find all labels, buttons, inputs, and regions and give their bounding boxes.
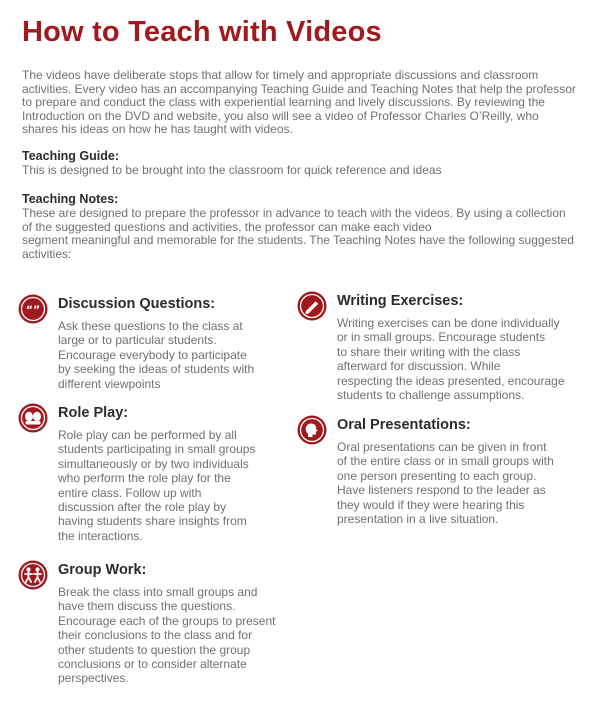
activity-description (337, 440, 554, 526)
activity-description (58, 585, 275, 686)
teaching-notes-line: of the suggested questions and activities, the professor can make each video (22, 219, 432, 234)
speaker-icon (297, 415, 327, 445)
activity-title: Oral Presentations: (337, 417, 471, 433)
activity-line: students participating in small groups (58, 442, 256, 457)
teaching-guide-text: This is designed to be brought into the classroom for quick reference and ideas (22, 163, 442, 177)
activity-line: they would if they were hearing this (337, 497, 525, 512)
group-icon (18, 560, 48, 590)
activity-line: Break the class into small groups and (58, 585, 258, 599)
activity-description (337, 316, 565, 402)
quote-icon (18, 294, 48, 324)
activity-discussion-questions (18, 294, 288, 391)
activity-title: Writing Exercises: (337, 293, 464, 309)
activity-line: respecting the ideas presented, encourage (337, 373, 565, 388)
teaching-guide-heading: Teaching Guide: (22, 149, 119, 163)
activity-line: Role play can be performed by all (58, 428, 237, 442)
activity-description (58, 319, 254, 391)
activity-line: Encourage everybody to participate (58, 347, 247, 362)
role-play-icon (18, 403, 48, 433)
activity-line: their conclusions to the class and for (58, 628, 253, 643)
activity-line: conclusions or to consider alternate (58, 657, 247, 672)
svg-text:“”: “” (25, 303, 41, 317)
activity-line: Writing exercises can be done individually (337, 316, 560, 330)
activity-line: the interactions. (58, 528, 143, 543)
intro-paragraph: The videos have deliberate stops that allow for timely and appropriate discussions and classroom activities. Every video has an accompanying Teaching Guide and Teaching Notes that help the professor to prepare and conduct the class with experiential learning and lively discussions. By reviewing the Introduction on the DVD and website, you also will see a video of Professor Charles O’Reilly, who shares his ideas on how he has taught with videos. (22, 68, 576, 137)
activity-line: different viewpoints (58, 376, 161, 391)
activity-line: presentation in a live situation. (337, 512, 499, 527)
activity-line: of the entire class or in small groups with (337, 454, 554, 469)
activity-line: to share their writing with the class (337, 344, 521, 359)
activity-line: by seeking the ideas of students with (58, 362, 255, 377)
teaching-notes-heading: Teaching Notes: (22, 192, 119, 206)
activity-title: Role Play: (58, 405, 129, 421)
activity-line: Ask these questions to the class at (58, 319, 243, 333)
teaching-notes-line: segment meaningful and memorable for the students. The Teaching Notes have the following suggested (22, 233, 574, 248)
activity-line: Oral presentations can be given in front (337, 440, 547, 454)
activity-line: one person presenting to each group. (337, 468, 537, 483)
activity-line: having students share insights from (58, 514, 247, 529)
activity-line: discussion after the role play by (58, 500, 227, 515)
activity-line: who perform the role play for the (58, 471, 231, 486)
teaching-notes-line: These are designed to prepare the professor in advance to teach with the videos. By using a collection (22, 206, 566, 220)
activity-line: other students to question the group (58, 642, 251, 657)
teaching-notes-line: activities: (22, 246, 72, 261)
activity-line: students to challenge assumptions. (337, 388, 525, 403)
activity-writing-exercises (297, 291, 587, 406)
activity-line: perspectives. (58, 671, 129, 686)
activity-title: Group Work: (58, 562, 147, 578)
activity-group-work (18, 560, 288, 690)
activity-line: Have listeners respond to the leader as (337, 483, 546, 498)
activity-description (58, 428, 255, 543)
activity-title: Discussion Questions: (58, 296, 216, 312)
activity-line: or in small groups. Encourage students (337, 330, 546, 345)
pencil-icon (297, 291, 327, 321)
activity-line: have them discuss the questions. (58, 599, 236, 614)
page-title: How to Teach with Videos (22, 16, 382, 48)
activity-line: Encourage each of the groups to present (58, 613, 276, 628)
activity-line: simultaneously or by two individuals (58, 456, 249, 471)
teaching-notes-text (22, 207, 580, 261)
activity-line: entire class. Follow up with (58, 485, 202, 500)
activity-line: afterward for discussion. While (337, 359, 501, 374)
activity-oral-presentations (297, 415, 587, 530)
activity-role-play (18, 403, 288, 548)
activity-line: large or to particular students. (58, 333, 217, 348)
